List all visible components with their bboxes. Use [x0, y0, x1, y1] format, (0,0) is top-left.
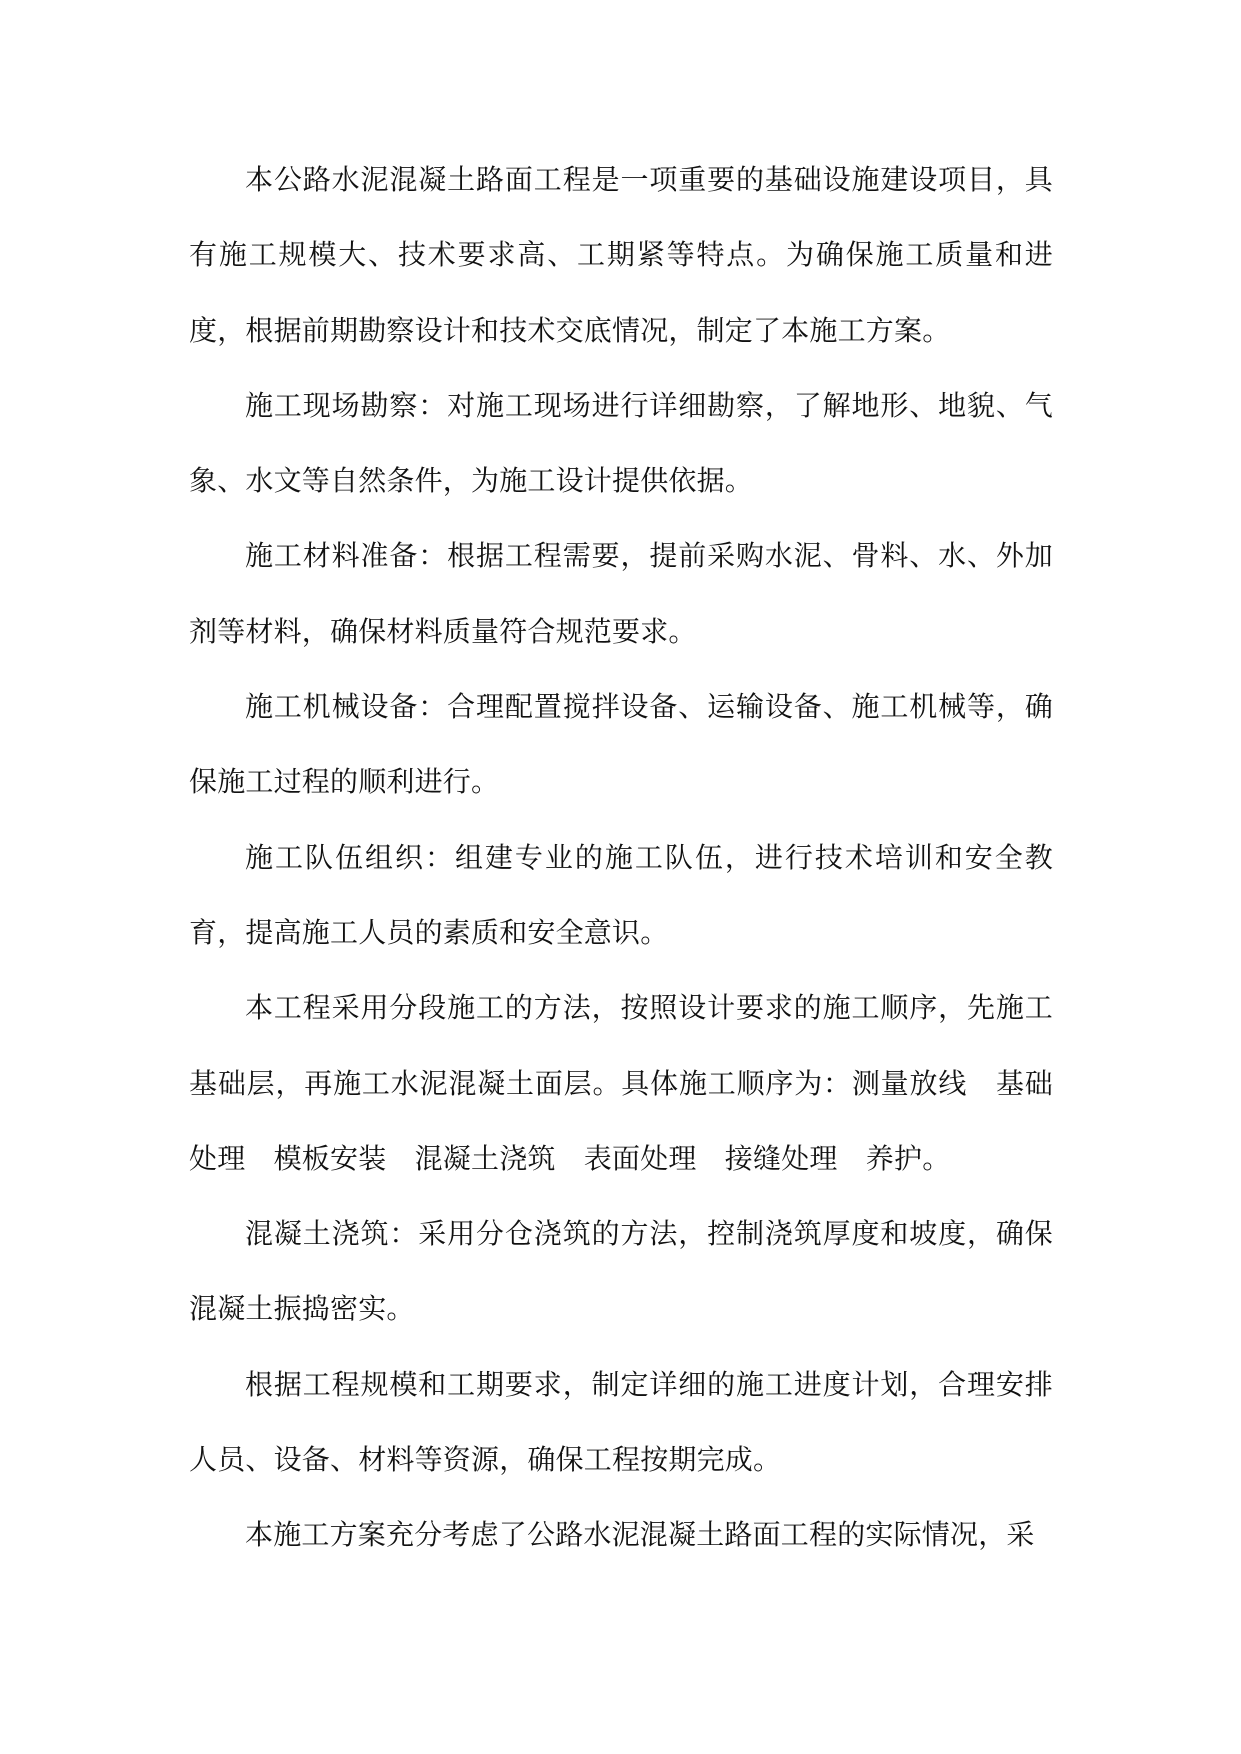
- paragraph-site-survey: 施工现场勘察：对施工现场进行详细勘察，了解地形、地貌、气象、水文等自然条件，为施工设计提供依据。: [189, 388, 1053, 498]
- paragraph-machinery: 施工机械设备：合理配置搅拌设备、运输设备、施工机械等，确保施工过程的顺利进行。: [189, 690, 1053, 799]
- paragraph-construction-sequence: 本工程采用分段施工的方法，按照设计要求的施工顺序，先施工基础层，再施工水泥混凝土面层。具体施工顺序为：测量放线 基础处理 模板安装 混凝土浇筑 表面处理 接缝处理 养护。: [189, 991, 1053, 1175]
- paragraph-material-preparation: 施工材料准备：根据工程需要，提前采购水泥、骨料、水、外加剂等材料，确保材料质量符合规范要求。: [189, 539, 1053, 648]
- paragraph-project-overview: 本公路水泥混凝土路面工程是一项重要的基础设施建设项目，具有施工规模大、技术要求高、工期紧等特点。为确保施工质量和进度，根据前期勘察设计和技术交底情况，制定了本施工方案。: [189, 163, 1053, 347]
- paragraph-schedule: 根据工程规模和工期要求，制定详细的施工进度计划，合理安排人员、设备、材料等资源，确保工程按期完成。: [189, 1367, 1053, 1477]
- paragraph-team-organization: 施工队伍组织：组建专业的施工队伍，进行技术培训和安全教育，提高施工人员的素质和安全意识。: [189, 840, 1053, 949]
- document-body: [189, 142, 1053, 1573]
- paragraph-conclusion: 本施工方案充分考虑了公路水泥混凝土路面工程的实际情况，采: [245, 1518, 1035, 1552]
- paragraph-concrete-pouring: 混凝土浇筑：采用分仓浇筑的方法，控制浇筑厚度和坡度，确保混凝土振捣密实。: [189, 1217, 1053, 1326]
